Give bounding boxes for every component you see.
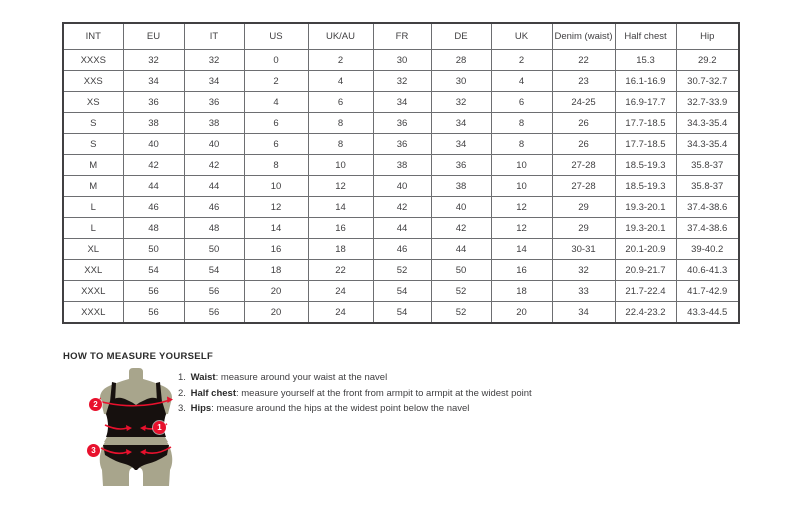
- table-cell: 10: [491, 155, 552, 176]
- table-cell: L: [63, 218, 123, 239]
- measure-section-title: HOW TO MEASURE YOURSELF: [63, 351, 214, 362]
- table-cell: 34: [552, 302, 615, 324]
- table-cell: 24: [308, 302, 373, 324]
- table-cell: 32: [123, 50, 184, 71]
- table-cell: 20.9-21.7: [615, 260, 676, 281]
- table-cell: 48: [184, 218, 244, 239]
- table-cell: 22: [552, 50, 615, 71]
- table-row: [63, 71, 739, 92]
- table-cell: 2: [491, 50, 552, 71]
- table-row: [63, 155, 739, 176]
- table-cell: 38: [123, 113, 184, 134]
- table-cell: 34.3-35.4: [676, 113, 739, 134]
- table-cell: 22: [308, 260, 373, 281]
- table-cell: 50: [184, 239, 244, 260]
- table-cell: XXS: [63, 71, 123, 92]
- chest-measure-badge: 2: [89, 398, 102, 411]
- column-header: IT: [184, 23, 244, 50]
- table-cell: 40: [431, 197, 491, 218]
- table-cell: 36: [184, 92, 244, 113]
- table-cell: 8: [308, 134, 373, 155]
- table-cell: 37.4-38.6: [676, 218, 739, 239]
- table-cell: 16: [244, 239, 308, 260]
- column-header: Denim (waist): [552, 23, 615, 50]
- table-cell: 33: [552, 281, 615, 302]
- table-cell: 32: [552, 260, 615, 281]
- table-cell: 18.5-19.3: [615, 155, 676, 176]
- column-header: US: [244, 23, 308, 50]
- step-text: : measure around your waist at the navel: [215, 372, 388, 383]
- table-cell: 40: [184, 134, 244, 155]
- table-cell: 40: [123, 134, 184, 155]
- table-cell: 30: [373, 50, 431, 71]
- table-cell: 8: [308, 113, 373, 134]
- table-cell: 4: [491, 71, 552, 92]
- table-cell: 42: [123, 155, 184, 176]
- measure-step-hips: [178, 401, 532, 417]
- table-cell: 32: [184, 50, 244, 71]
- table-cell: 46: [373, 239, 431, 260]
- table-cell: 36: [373, 134, 431, 155]
- table-cell: 30: [431, 71, 491, 92]
- table-cell: XXL: [63, 260, 123, 281]
- column-header: Hip: [676, 23, 739, 50]
- table-cell: 56: [123, 302, 184, 324]
- table-row: [63, 113, 739, 134]
- table-row: [63, 134, 739, 155]
- column-header: UK: [491, 23, 552, 50]
- step-text: : measure yourself at the front from armpit to armpit at the widest point: [235, 387, 532, 399]
- table-cell: 6: [491, 92, 552, 113]
- table-cell: 12: [308, 176, 373, 197]
- table-cell: XS: [63, 92, 123, 113]
- table-cell: 36: [123, 92, 184, 113]
- table-cell: 46: [123, 197, 184, 218]
- table-cell: 38: [373, 155, 431, 176]
- table-cell: 35.8-37: [676, 176, 739, 197]
- table-cell: XXXL: [63, 302, 123, 324]
- table-cell: 38: [431, 176, 491, 197]
- step-label: Hips: [190, 403, 212, 414]
- table-cell: 34: [431, 113, 491, 134]
- table-cell: 8: [244, 155, 308, 176]
- table-cell: 16.1-16.9: [615, 71, 676, 92]
- table-cell: 48: [123, 218, 184, 239]
- waist-measure-badge: 1: [153, 421, 166, 434]
- table-cell: 16: [308, 218, 373, 239]
- table-cell: 50: [431, 260, 491, 281]
- table-cell: 50: [123, 239, 184, 260]
- table-cell: 4: [308, 71, 373, 92]
- table-row: [63, 197, 739, 218]
- table-cell: S: [63, 113, 123, 134]
- table-cell: 44: [123, 176, 184, 197]
- column-header: FR: [373, 23, 431, 50]
- table-cell: 56: [123, 281, 184, 302]
- table-cell: 18: [244, 260, 308, 281]
- table-cell: 26: [552, 113, 615, 134]
- table-cell: 42: [184, 155, 244, 176]
- table-cell: 6: [308, 92, 373, 113]
- table-cell: 52: [373, 260, 431, 281]
- size-chart-table: [62, 22, 740, 324]
- table-cell: S: [63, 134, 123, 155]
- table-cell: 8: [491, 113, 552, 134]
- table-cell: 18.5-19.3: [615, 176, 676, 197]
- table-cell: 32: [373, 71, 431, 92]
- table-cell: 34: [431, 134, 491, 155]
- table-cell: 15.3: [615, 50, 676, 71]
- table-cell: 44: [184, 176, 244, 197]
- table-cell: 43.3-44.5: [676, 302, 739, 324]
- mannequin-figure: [86, 368, 176, 486]
- table-cell: M: [63, 155, 123, 176]
- table-cell: 44: [431, 239, 491, 260]
- hips-measure-badge: 3: [87, 444, 100, 457]
- table-cell: 54: [123, 260, 184, 281]
- table-cell: 12: [244, 197, 308, 218]
- table-cell: 27-28: [552, 176, 615, 197]
- step-number: 3.: [178, 403, 186, 414]
- table-row: [63, 302, 739, 324]
- table-cell: 34.3-35.4: [676, 134, 739, 155]
- table-cell: 2: [308, 50, 373, 71]
- table-cell: 24: [308, 281, 373, 302]
- table-row: [63, 218, 739, 239]
- table-cell: 4: [244, 92, 308, 113]
- table-row: [63, 281, 739, 302]
- table-cell: 0: [244, 50, 308, 71]
- column-header: DE: [431, 23, 491, 50]
- table-cell: 32.7-33.9: [676, 92, 739, 113]
- column-header: Half chest: [615, 23, 676, 50]
- measure-step-half-chest: [178, 386, 532, 402]
- table-cell: 16.9-17.7: [615, 92, 676, 113]
- measure-steps-list: [178, 370, 532, 417]
- table-cell: XXXS: [63, 50, 123, 71]
- table-cell: 12: [491, 218, 552, 239]
- table-header-row: [63, 23, 739, 50]
- table-cell: 36: [373, 113, 431, 134]
- table-cell: 52: [431, 302, 491, 324]
- table-cell: 29: [552, 218, 615, 239]
- table-cell: 24-25: [552, 92, 615, 113]
- table-row: [63, 50, 739, 71]
- table-cell: 34: [184, 71, 244, 92]
- table-cell: 19.3-20.1: [615, 218, 676, 239]
- table-cell: M: [63, 176, 123, 197]
- table-cell: 42: [373, 197, 431, 218]
- table-cell: 30.7-32.7: [676, 71, 739, 92]
- table-cell: 52: [431, 281, 491, 302]
- table-cell: 14: [308, 197, 373, 218]
- table-cell: 21.7-22.4: [615, 281, 676, 302]
- measure-step-waist: [178, 370, 532, 386]
- table-cell: 20.1-20.9: [615, 239, 676, 260]
- table-cell: 42: [431, 218, 491, 239]
- table-cell: 10: [308, 155, 373, 176]
- column-header: INT: [63, 23, 123, 50]
- table-row: [63, 260, 739, 281]
- table-cell: 39-40.2: [676, 239, 739, 260]
- step-number: 1.: [178, 372, 186, 383]
- table-cell: 32: [431, 92, 491, 113]
- step-label: Half chest: [190, 387, 236, 399]
- table-cell: XXXL: [63, 281, 123, 302]
- table-cell: 27-28: [552, 155, 615, 176]
- table-cell: 10: [244, 176, 308, 197]
- table-cell: 40: [373, 176, 431, 197]
- table-cell: 23: [552, 71, 615, 92]
- table-cell: 10: [491, 176, 552, 197]
- table-cell: 6: [244, 113, 308, 134]
- table-cell: 20: [244, 302, 308, 324]
- table-cell: 29.2: [676, 50, 739, 71]
- step-number: 2.: [178, 387, 186, 399]
- table-cell: 37.4-38.6: [676, 197, 739, 218]
- table-cell: 2: [244, 71, 308, 92]
- table-row: [63, 239, 739, 260]
- table-cell: 16: [491, 260, 552, 281]
- table-cell: 46: [184, 197, 244, 218]
- table-cell: 12: [491, 197, 552, 218]
- table-cell: XL: [63, 239, 123, 260]
- table-cell: 40.6-41.3: [676, 260, 739, 281]
- table-cell: 19.3-20.1: [615, 197, 676, 218]
- table-cell: 14: [491, 239, 552, 260]
- table-row: [63, 176, 739, 197]
- column-header: UK/AU: [308, 23, 373, 50]
- column-header: EU: [123, 23, 184, 50]
- table-cell: 22.4-23.2: [615, 302, 676, 324]
- table-cell: 14: [244, 218, 308, 239]
- table-cell: L: [63, 197, 123, 218]
- table-cell: 18: [491, 281, 552, 302]
- table-cell: 18: [308, 239, 373, 260]
- table-cell: 28: [431, 50, 491, 71]
- table-cell: 29: [552, 197, 615, 218]
- table-cell: 30-31: [552, 239, 615, 260]
- table-cell: 54: [373, 281, 431, 302]
- table-cell: 26: [552, 134, 615, 155]
- table-cell: 44: [373, 218, 431, 239]
- table-cell: 35.8-37: [676, 155, 739, 176]
- table-cell: 36: [431, 155, 491, 176]
- table-cell: 17.7-18.5: [615, 134, 676, 155]
- step-label: Waist: [190, 372, 216, 383]
- table-cell: 8: [491, 134, 552, 155]
- table-cell: 38: [184, 113, 244, 134]
- table-cell: 6: [244, 134, 308, 155]
- table-cell: 54: [184, 260, 244, 281]
- table-cell: 20: [491, 302, 552, 324]
- step-text: : measure around the hips at the widest point below the navel: [211, 403, 470, 414]
- table-cell: 56: [184, 302, 244, 324]
- table-cell: 17.7-18.5: [615, 113, 676, 134]
- table-cell: 41.7-42.9: [676, 281, 739, 302]
- table-cell: 34: [373, 92, 431, 113]
- table-cell: 54: [373, 302, 431, 324]
- table-cell: 34: [123, 71, 184, 92]
- table-cell: 20: [244, 281, 308, 302]
- table-cell: 56: [184, 281, 244, 302]
- table-row: [63, 92, 739, 113]
